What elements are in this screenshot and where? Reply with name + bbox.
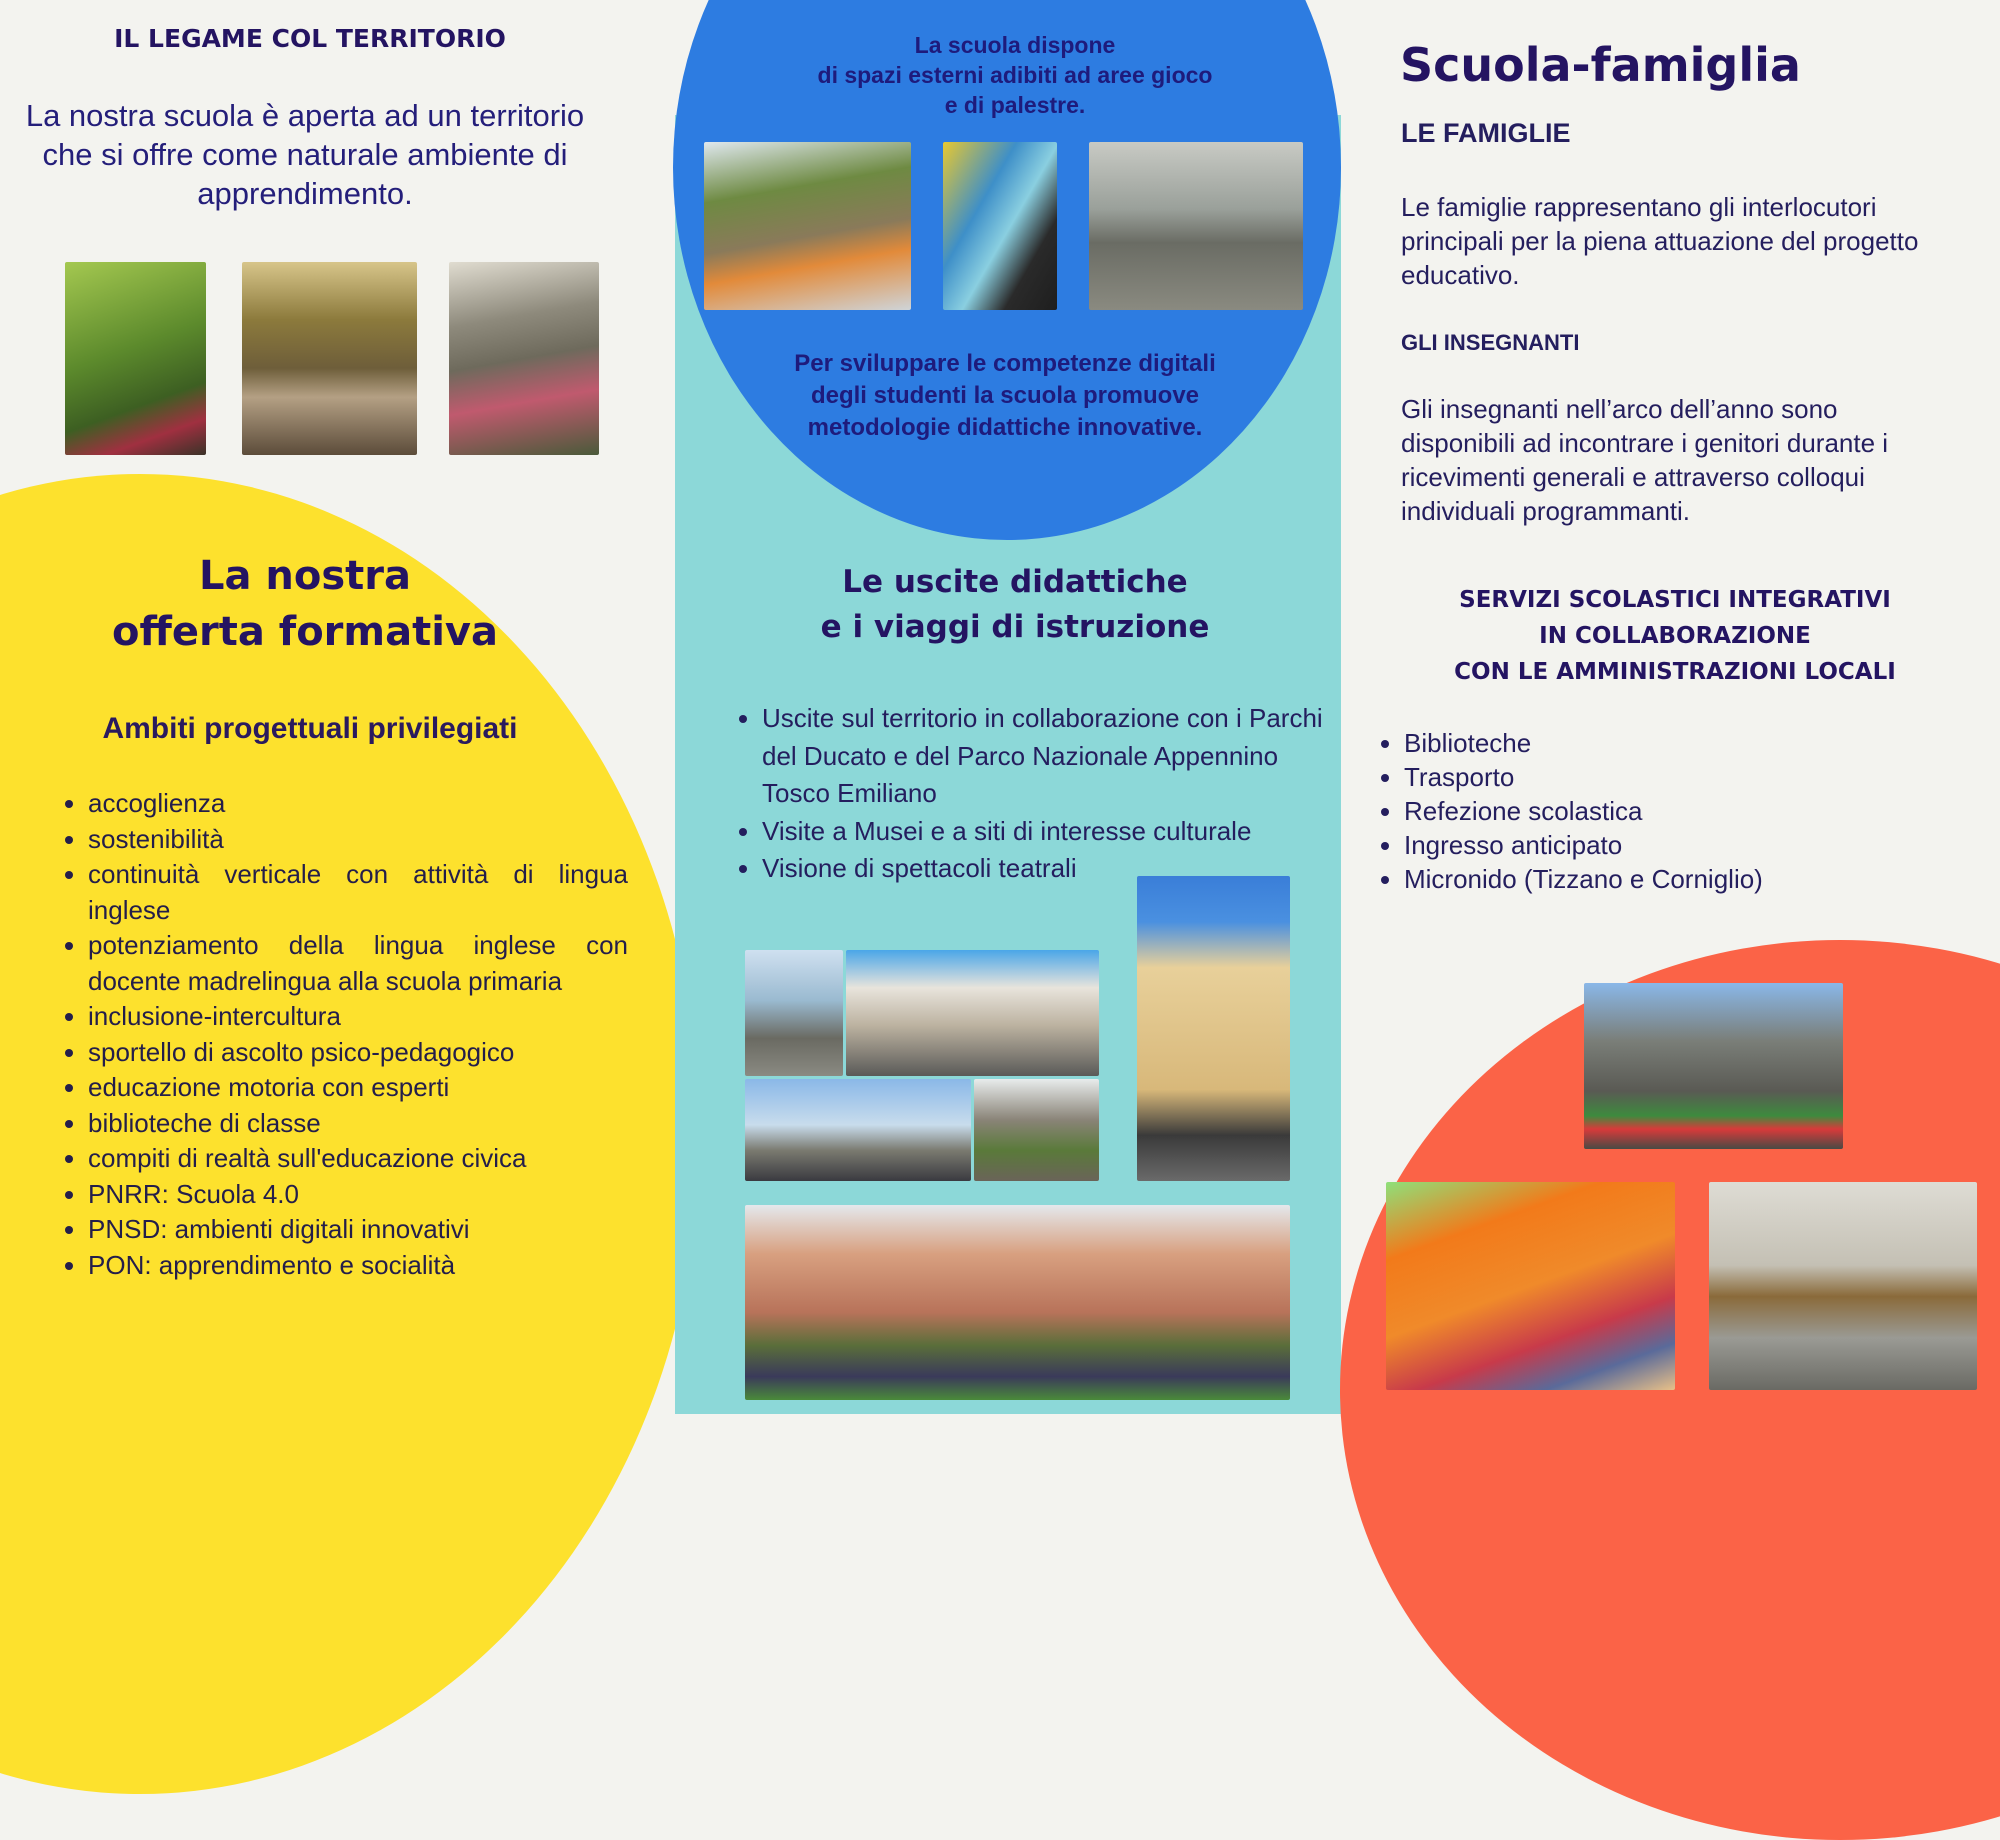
list-item: • Uscite sul territorio in collaborazione con i Parchi del Ducato e del Parco Nazionale Appennino Tosco Emiliano xyxy=(762,700,1342,813)
list-item: • Visite a Musei e a siti di interesse culturale xyxy=(762,813,1342,851)
list-item: • continuità verticale con attività di lingua inglese xyxy=(88,857,628,928)
photo-interactive-whiteboard xyxy=(943,142,1057,310)
list-item: • inclusione-intercultura xyxy=(88,999,628,1035)
photo-trip-panorama xyxy=(745,950,843,1076)
list-item: • Micronido (Tizzano e Corniglio) xyxy=(1404,862,1964,896)
photo-reading-corner xyxy=(1386,1182,1675,1390)
list-item: • educazione motoria con esperti xyxy=(88,1070,628,1106)
photo-group-horizon xyxy=(745,1079,971,1181)
photo-gym xyxy=(1089,142,1303,310)
digital-line2: degli studenti la scuola promuove xyxy=(810,382,1200,409)
servizi-title xyxy=(1380,582,1970,690)
photo-classroom xyxy=(1709,1182,1977,1390)
photo-pyramid-courtyard xyxy=(745,1205,1290,1400)
photo-castle-flag xyxy=(1584,983,1843,1149)
uscite-title-line2: e i viaggi di istruzione xyxy=(820,609,1210,645)
territorio-heading: IL LEGAME COL TERRITORIO xyxy=(114,24,506,53)
famiglie-heading: LE FAMIGLIE xyxy=(1401,118,1571,148)
digital-text xyxy=(735,348,1275,444)
uscite-title-line1: Le uscite didattiche xyxy=(842,564,1188,600)
list-item: • accoglienza xyxy=(88,786,628,822)
list-item: • biblioteche di classe xyxy=(88,1106,628,1142)
servizi-title-line3: CON LE AMMINISTRAZIONI LOCALI xyxy=(1454,659,1896,685)
list-item: • sostenibilità xyxy=(88,822,628,858)
famiglie-text: Le famiglie rappresentano gli interlocutori principali per la piena attuazione del progetto educativo. xyxy=(1401,192,1919,290)
list-item: • Visione di spettacoli teatrali xyxy=(762,850,1342,888)
territorio-intro: La nostra scuola è aperta ad un territorio che si offre come naturale ambiente di apprendimento. xyxy=(25,98,585,211)
list-item: • Ingresso anticipato xyxy=(1404,828,1964,862)
servizi-title-line1: SERVIZI SCOLASTICI INTEGRATIVI xyxy=(1459,587,1891,613)
offerta-title xyxy=(70,548,540,660)
spazi-line2: di spazi esterni adibiti ad aree gioco xyxy=(817,62,1213,88)
ambiti-title: Ambiti progettuali privilegiati xyxy=(102,712,518,745)
list-item: • Trasporto xyxy=(1404,760,1964,794)
list-item: • potenziamento della lingua inglese con docente madrelingua alla scuola primaria xyxy=(88,928,628,999)
offerta-title-line1: La nostra xyxy=(198,553,411,599)
photo-church-trees xyxy=(242,262,417,455)
spazi-line3: e di palestre. xyxy=(944,92,1086,118)
list-item: • compiti di realtà sull'educazione civica xyxy=(88,1141,628,1177)
photo-children-tree xyxy=(449,262,599,455)
photo-castle-courtyard xyxy=(846,950,1099,1076)
digital-line3: metodologie didattiche innovative. xyxy=(807,414,1203,441)
photo-playground xyxy=(704,142,911,310)
list-item: • sportello di ascolto psico-pedagogico xyxy=(88,1035,628,1071)
ambiti-list xyxy=(52,786,628,1283)
list-item: • PNSD: ambienti digitali innovativi xyxy=(88,1212,628,1248)
insegnanti-text: Gli insegnanti nell’arco dell’anno sono disponibili ad incontrare i genitori durante i ricevimenti generali e attraverso colloqui individuali programmanti. xyxy=(1401,394,1889,526)
famiglia-title: Scuola-famiglia xyxy=(1400,38,1801,92)
photo-forest-hike xyxy=(65,262,206,455)
offerta-title-line2: offerta formativa xyxy=(112,609,498,655)
uscite-title xyxy=(720,560,1310,650)
insegnanti-heading: GLI INSEGNANTI xyxy=(1401,330,1580,355)
spazi-text xyxy=(760,30,1270,120)
list-item: • PNRR: Scuola 4.0 xyxy=(88,1177,628,1213)
servizi-title-line2: IN COLLABORAZIONE xyxy=(1539,623,1811,649)
digital-line1: Per sviluppare le competenze digitali xyxy=(794,350,1216,377)
photo-clock-tower xyxy=(1137,876,1290,1181)
list-item: • PON: apprendimento e socialità xyxy=(88,1248,628,1284)
uscite-list xyxy=(730,700,1342,888)
spazi-line1: La scuola dispone xyxy=(914,32,1116,58)
list-item: • Refezione scolastica xyxy=(1404,794,1964,828)
photo-stone-tower xyxy=(974,1079,1099,1181)
list-item: • Biblioteche xyxy=(1404,726,1964,760)
servizi-list xyxy=(1372,726,1964,896)
